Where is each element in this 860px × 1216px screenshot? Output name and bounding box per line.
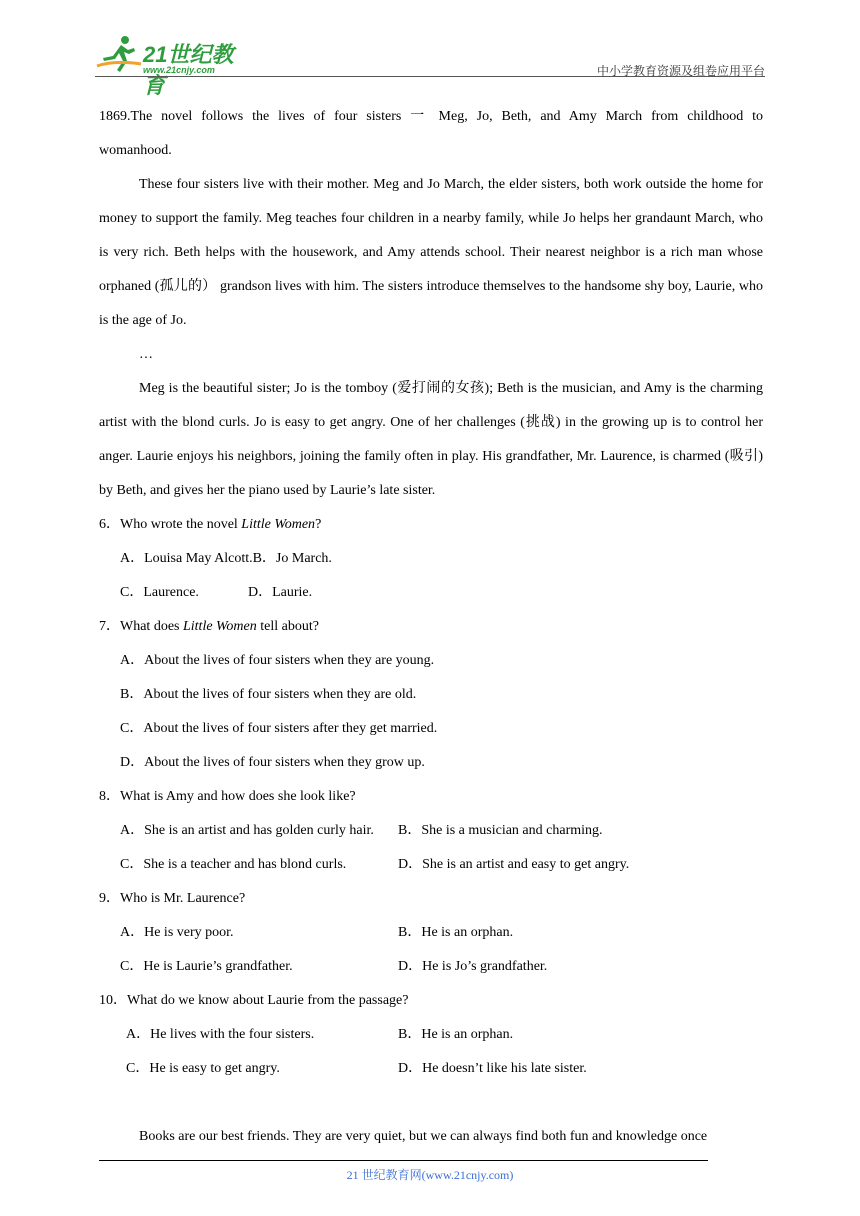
option-b: B．He is an orphan. (398, 925, 514, 940)
option-c: C．Laurence. (120, 585, 199, 600)
option-c: C．He is easy to get angry. (126, 1061, 280, 1076)
option-a: A．He is very poor. (120, 925, 234, 940)
option-d: D．He is Jo’s grandfather. (398, 959, 548, 974)
document-body (99, 100, 763, 1154)
question-8: 8．What is Amy and how does she look like? (99, 789, 356, 804)
option-b: B．She is a musician and charming. (398, 823, 603, 838)
option-b: B．About the lives of four sisters when they are old. (120, 687, 417, 702)
question-7: 7．What does Little Women tell about? (99, 619, 319, 634)
footer-text: 21 世纪教育网(www.21cnjy.com) (346, 1168, 514, 1182)
passage-line: 1869.The novel follows the lives of four sisters 一 Meg, Jo, Beth, and Amy March from childhood to (99, 109, 763, 124)
passage-paragraph: Meg is the beautiful sister; Jo is the tomboy (爱打闹的女孩); Beth is the musician, and Amy is the charming artist with the blond curls. Jo is easy to get angry. One of her challenges (挑战) in the growing up is to control her anger. Laurie enjoys his neighbors, joining the family often in play. His grandfather, Mr. Laurence, is charmed (吸引) by Beth, and gives her the piano used by Laurie’s late sister. (99, 381, 763, 498)
logo-url: www.21cnjy.com (143, 65, 215, 75)
runner-icon (95, 34, 143, 74)
option-a: A．Louisa May Alcott.B．Jo March. (120, 551, 332, 566)
page-header (95, 28, 765, 98)
option-c: C．About the lives of four sisters after they get married. (120, 721, 438, 736)
option-a: A．She is an artist and has golden curly hair. (120, 823, 374, 838)
question-10: 10．What do we know about Laurie from the passage? (99, 993, 409, 1008)
options-row (120, 916, 763, 950)
header-platform-text: 中小学教育资源及组卷应用平台 (596, 64, 765, 78)
options-row (120, 848, 763, 882)
option-c: C．He is Laurie’s grandfather. (120, 959, 293, 974)
question-9: 9．Who is Mr. Laurence? (99, 891, 246, 906)
option-a: A．About the lives of four sisters when they are young. (120, 653, 435, 668)
option-d: D．About the lives of four sisters when they grow up. (120, 755, 425, 770)
next-passage-line: Books are our best friends. They are very quiet, but we can always find both fun and knowledge once (139, 1129, 708, 1144)
footer-divider (99, 1160, 708, 1161)
options-row (126, 1052, 763, 1086)
option-d: D．Laurie. (248, 585, 313, 600)
passage-paragraph: These four sisters live with their mother. Meg and Jo March, the elder sisters, both work outside the home for money to support the family. Meg teaches four children in a nearby family, while Jo helps her grandaunt March, who is very rich. Beth helps with the housework, and Amy attends school. Their nearest neighbor is a rich man whose orphaned (孤儿的） grandson lives with him. The sisters introduce themselves to the handsome shy boy, Laurie, who is the age of Jo. (99, 177, 763, 328)
passage-line: womanhood. (99, 143, 172, 158)
spacer (99, 1086, 763, 1120)
option-c: C．She is a teacher and has blond curls. (120, 857, 347, 872)
question-6: 6．Who wrote the novel Little Women? (99, 517, 322, 532)
options-row (120, 814, 763, 848)
option-d: D．He doesn’t like his late sister. (398, 1061, 587, 1076)
options-row (120, 576, 763, 610)
logo (95, 34, 255, 98)
option-d: D．She is an artist and easy to get angry. (398, 857, 630, 872)
header-divider (95, 76, 765, 77)
option-a: A．He lives with the four sisters. (126, 1027, 315, 1042)
options-row (120, 950, 763, 984)
passage-ellipsis: … (139, 347, 153, 362)
options-row (126, 1018, 763, 1052)
logo-text: 21世纪教育 (143, 42, 234, 98)
option-b: B．He is an orphan. (398, 1027, 514, 1042)
